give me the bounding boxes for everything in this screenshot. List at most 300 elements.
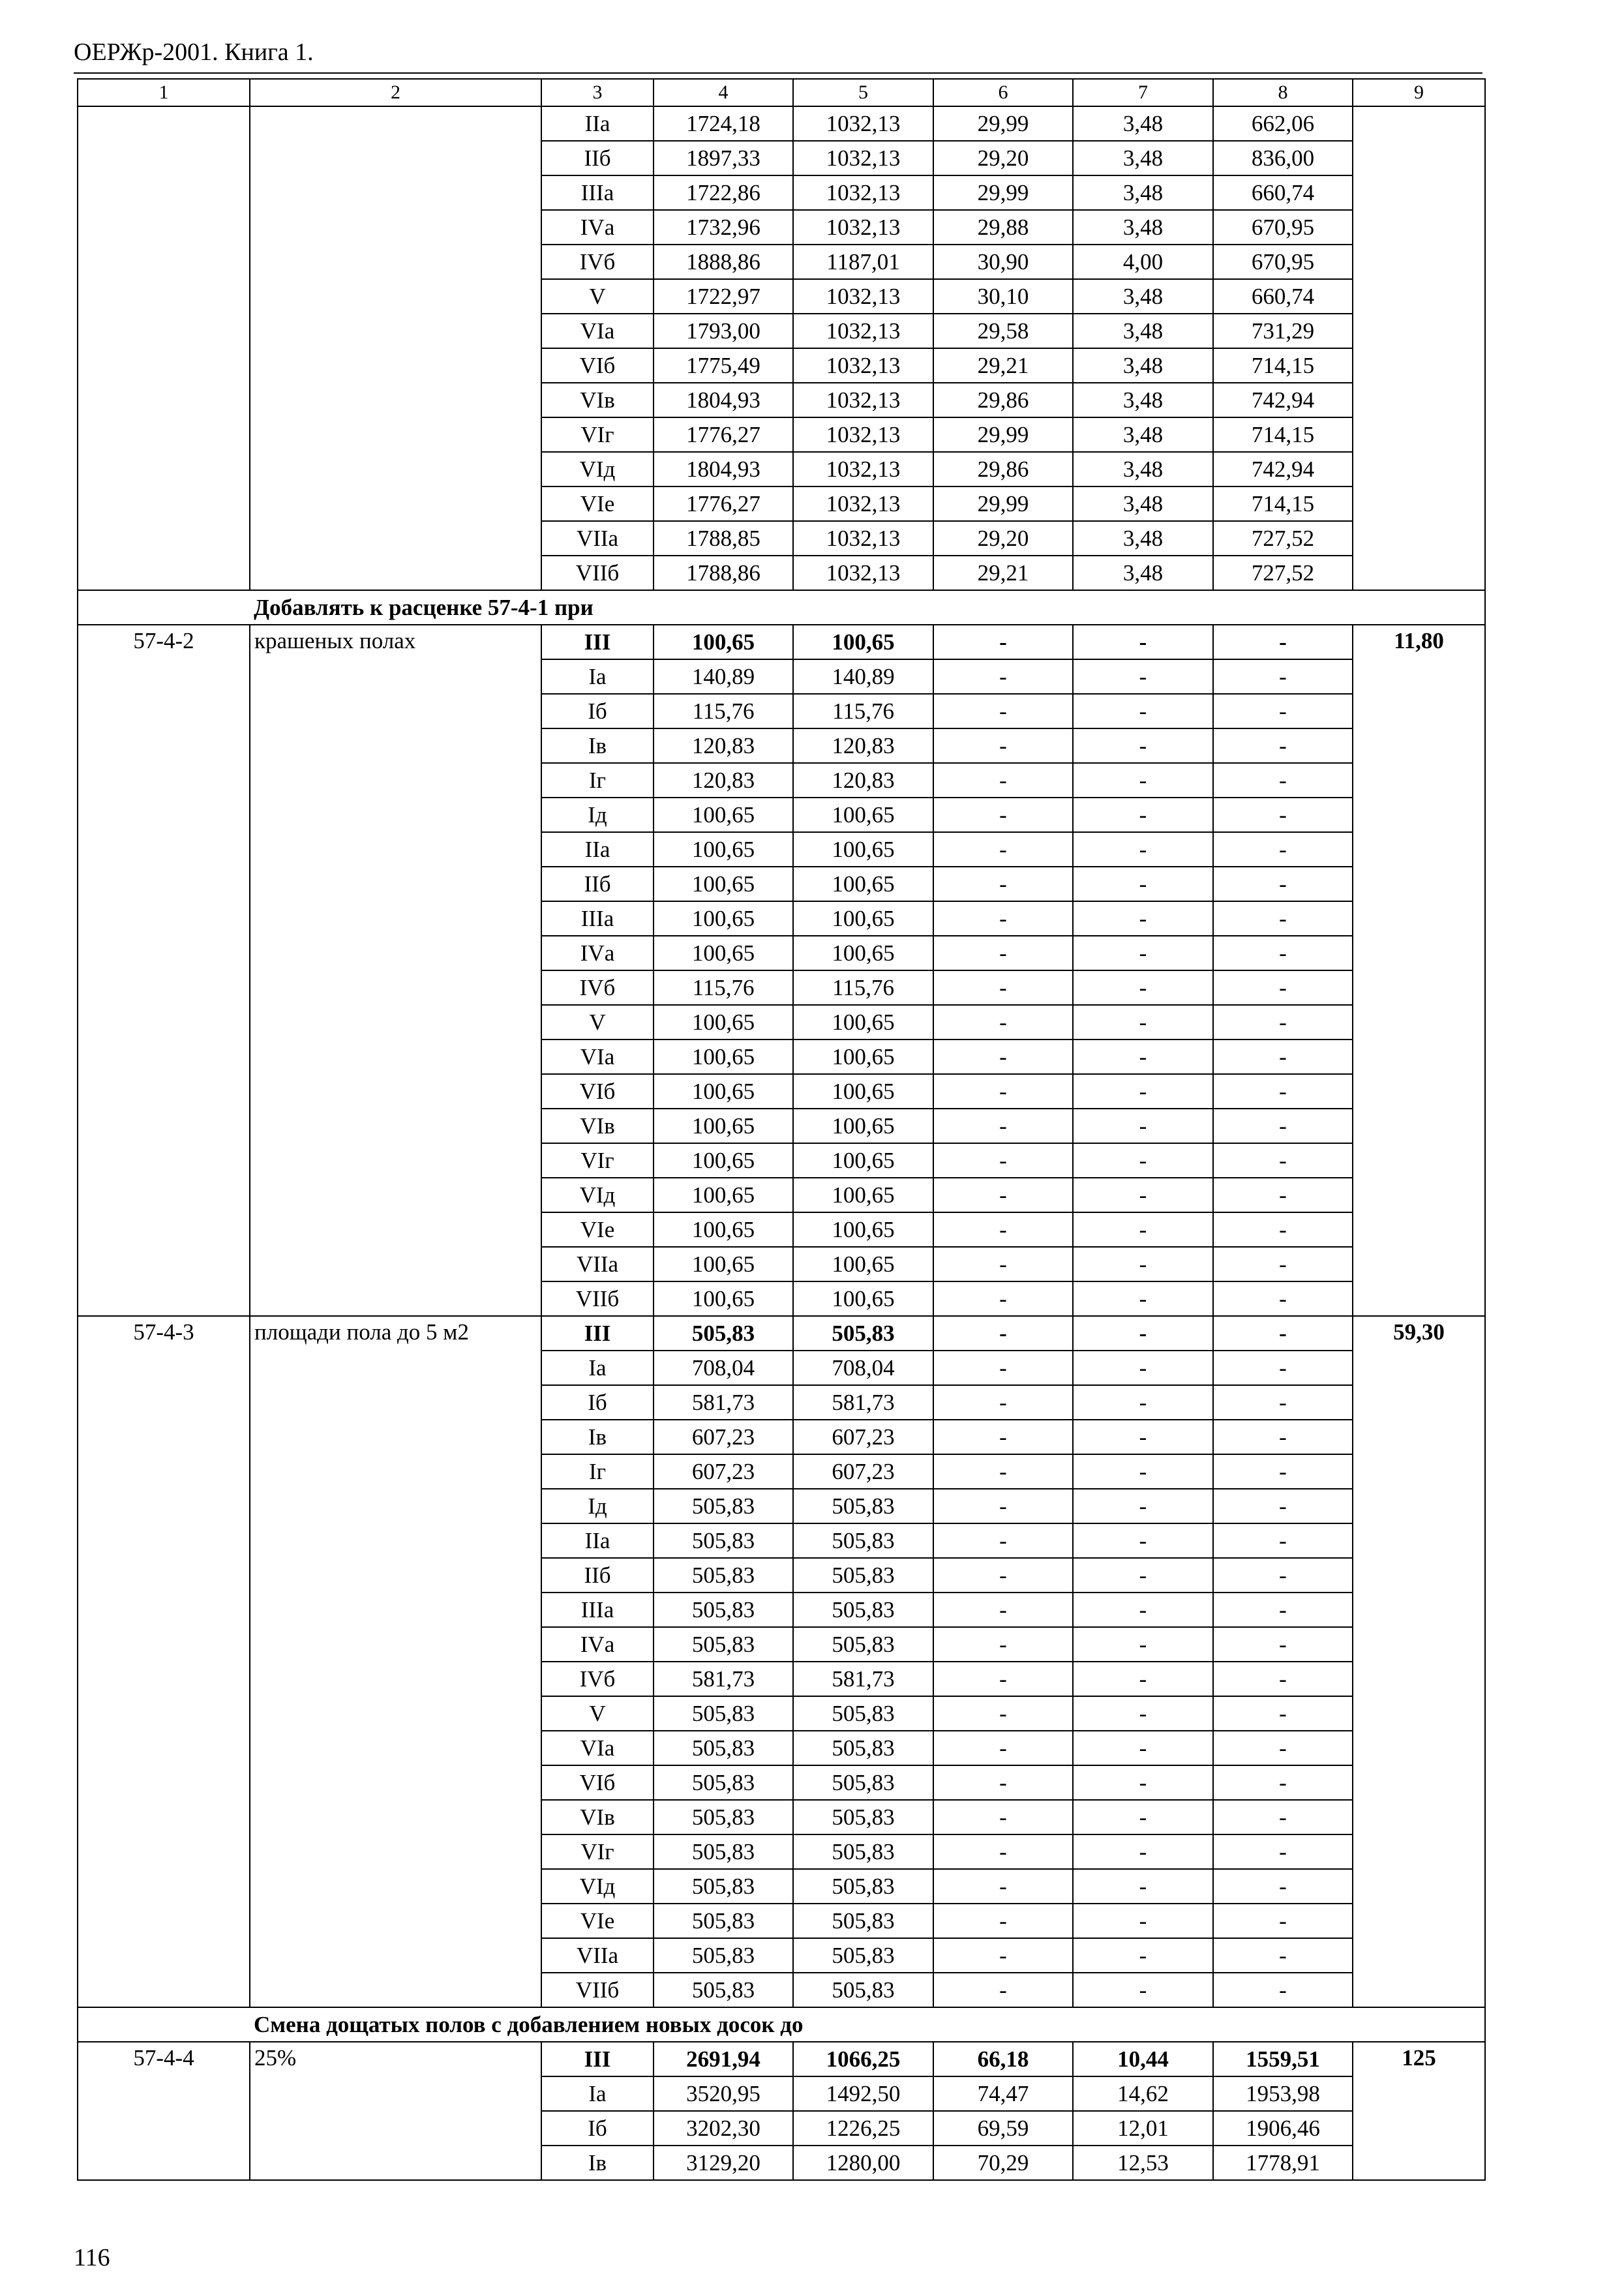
machinist-wage-cell: 3,48 xyxy=(1073,452,1213,486)
materials-cost-cell: 1953,98 xyxy=(1213,2076,1353,2111)
machine-cost-cell: 29,20 xyxy=(933,141,1073,175)
region-cell: Iа xyxy=(541,2076,654,2111)
materials-cost-cell: - xyxy=(1213,1593,1353,1627)
machinist-wage-cell: - xyxy=(1073,1869,1213,1904)
labor-hours-cell: 11,80 xyxy=(1353,625,1485,1316)
machinist-wage-cell: - xyxy=(1073,1765,1213,1800)
materials-cost-cell: 742,94 xyxy=(1213,452,1353,486)
total-cost-cell: 1732,96 xyxy=(654,210,793,245)
total-cost-cell: 100,65 xyxy=(654,1281,793,1316)
machine-cost-cell: - xyxy=(933,1765,1073,1800)
materials-cost-cell: - xyxy=(1213,970,1353,1005)
table-row xyxy=(78,625,1485,659)
machinist-wage-cell: - xyxy=(1073,1731,1213,1765)
total-cost-cell: 100,65 xyxy=(654,1143,793,1178)
labor-cost-cell: 100,65 xyxy=(793,936,933,970)
machinist-wage-cell: 3,48 xyxy=(1073,486,1213,521)
page-header: ОЕРЖр-2001. Книга 1. xyxy=(74,38,314,66)
materials-cost-cell: - xyxy=(1213,1489,1353,1523)
machine-cost-cell: - xyxy=(933,1178,1073,1212)
labor-cost-cell: 505,83 xyxy=(793,1627,933,1662)
labor-cost-cell: 1032,13 xyxy=(793,106,933,141)
labor-cost-cell: 505,83 xyxy=(793,1316,933,1351)
machinist-wage-cell: - xyxy=(1073,1973,1213,2007)
total-cost-cell: 505,83 xyxy=(654,1558,793,1593)
machinist-wage-cell: - xyxy=(1073,1040,1213,1074)
total-cost-cell: 100,65 xyxy=(654,1074,793,1109)
machine-cost-cell: 29,21 xyxy=(933,348,1073,383)
machine-cost-cell: - xyxy=(933,1593,1073,1627)
region-cell: VIа xyxy=(541,314,654,348)
labor-cost-cell: 505,83 xyxy=(793,1731,933,1765)
materials-cost-cell: - xyxy=(1213,1973,1353,2007)
machine-cost-cell: - xyxy=(933,1973,1073,2007)
materials-cost-cell: - xyxy=(1213,728,1353,763)
header-rule xyxy=(74,72,1482,74)
section-heading: Смена дощатых полов с добавлением новых досок до xyxy=(250,2007,1485,2042)
materials-cost-cell: 1778,91 xyxy=(1213,2146,1353,2180)
total-cost-cell: 140,89 xyxy=(654,659,793,694)
total-cost-cell: 1804,93 xyxy=(654,452,793,486)
page-number: 116 xyxy=(74,2244,110,2271)
region-cell: V xyxy=(541,279,654,314)
materials-cost-cell: - xyxy=(1213,763,1353,798)
machinist-wage-cell: - xyxy=(1073,1281,1213,1316)
machine-cost-cell: - xyxy=(933,1454,1073,1489)
total-cost-cell: 3520,95 xyxy=(654,2076,793,2111)
labor-cost-cell: 505,83 xyxy=(793,1973,933,2007)
rates-table xyxy=(77,78,1486,2181)
table-row xyxy=(78,106,1485,141)
machinist-wage-cell: - xyxy=(1073,867,1213,901)
materials-cost-cell: - xyxy=(1213,1212,1353,1247)
materials-cost-cell: - xyxy=(1213,1247,1353,1281)
labor-cost-cell: 100,65 xyxy=(793,1005,933,1040)
materials-cost-cell: - xyxy=(1213,1074,1353,1109)
labor-hours-cell: 125 xyxy=(1353,2042,1485,2180)
labor-cost-cell: 100,65 xyxy=(793,867,933,901)
machine-cost-cell: - xyxy=(933,1558,1073,1593)
machine-cost-cell: - xyxy=(933,1869,1073,1904)
total-cost-cell: 505,83 xyxy=(654,1800,793,1834)
section-spacer xyxy=(78,2007,250,2042)
total-cost-cell: 3202,30 xyxy=(654,2111,793,2146)
region-cell: VIб xyxy=(541,1765,654,1800)
region-cell: VIIа xyxy=(541,521,654,556)
machinist-wage-cell: 10,44 xyxy=(1073,2042,1213,2076)
region-cell: IIб xyxy=(541,867,654,901)
machinist-wage-cell: - xyxy=(1073,1593,1213,1627)
region-cell: IIIа xyxy=(541,901,654,936)
total-cost-cell: 581,73 xyxy=(654,1385,793,1420)
region-cell: VIг xyxy=(541,1143,654,1178)
machine-cost-cell: 66,18 xyxy=(933,2042,1073,2076)
region-cell: Iв xyxy=(541,2146,654,2180)
labor-cost-cell: 505,83 xyxy=(793,1696,933,1731)
total-cost-cell: 100,65 xyxy=(654,832,793,867)
materials-cost-cell: - xyxy=(1213,1627,1353,1662)
materials-cost-cell: 670,95 xyxy=(1213,245,1353,279)
region-cell: Iв xyxy=(541,728,654,763)
materials-cost-cell: 836,00 xyxy=(1213,141,1353,175)
section-spacer xyxy=(78,590,250,625)
materials-cost-cell: - xyxy=(1213,1385,1353,1420)
machinist-wage-cell: - xyxy=(1073,728,1213,763)
column-number: 3 xyxy=(541,79,654,106)
total-cost-cell: 100,65 xyxy=(654,1109,793,1143)
materials-cost-cell: - xyxy=(1213,694,1353,728)
work-name: площади пола до 5 м2 xyxy=(250,1316,541,2007)
total-cost-cell: 1897,33 xyxy=(654,141,793,175)
materials-cost-cell: - xyxy=(1213,1869,1353,1904)
region-cell: VIIб xyxy=(541,556,654,590)
total-cost-cell: 1788,85 xyxy=(654,521,793,556)
machinist-wage-cell: 3,48 xyxy=(1073,556,1213,590)
machinist-wage-cell: - xyxy=(1073,1143,1213,1178)
labor-cost-cell: 115,76 xyxy=(793,970,933,1005)
machinist-wage-cell: 14,62 xyxy=(1073,2076,1213,2111)
machinist-wage-cell: - xyxy=(1073,763,1213,798)
labor-cost-cell: 1032,13 xyxy=(793,279,933,314)
materials-cost-cell: - xyxy=(1213,659,1353,694)
materials-cost-cell: - xyxy=(1213,1040,1353,1074)
column-number: 5 xyxy=(793,79,933,106)
machinist-wage-cell: - xyxy=(1073,1489,1213,1523)
machine-cost-cell: 74,47 xyxy=(933,2076,1073,2111)
region-cell: IIа xyxy=(541,1523,654,1558)
labor-cost-cell: 708,04 xyxy=(793,1351,933,1385)
total-cost-cell: 120,83 xyxy=(654,763,793,798)
machine-cost-cell: - xyxy=(933,1420,1073,1454)
materials-cost-cell: - xyxy=(1213,1696,1353,1731)
labor-cost-cell: 100,65 xyxy=(793,1212,933,1247)
machinist-wage-cell: 3,48 xyxy=(1073,279,1213,314)
materials-cost-cell: - xyxy=(1213,936,1353,970)
machine-cost-cell: - xyxy=(933,1904,1073,1938)
machine-cost-cell: 69,59 xyxy=(933,2111,1073,2146)
machinist-wage-cell: - xyxy=(1073,1074,1213,1109)
machine-cost-cell: 30,90 xyxy=(933,245,1073,279)
machine-cost-cell: - xyxy=(933,1143,1073,1178)
machine-cost-cell: - xyxy=(933,694,1073,728)
total-cost-cell: 581,73 xyxy=(654,1662,793,1696)
total-cost-cell: 1722,86 xyxy=(654,175,793,210)
machinist-wage-cell: - xyxy=(1073,1904,1213,1938)
labor-cost-cell: 607,23 xyxy=(793,1454,933,1489)
machine-cost-cell: 29,21 xyxy=(933,556,1073,590)
materials-cost-cell: - xyxy=(1213,1662,1353,1696)
labor-cost-cell: 505,83 xyxy=(793,1869,933,1904)
column-numbers-row xyxy=(78,79,1485,106)
machine-cost-cell: - xyxy=(933,763,1073,798)
machinist-wage-cell: 3,48 xyxy=(1073,417,1213,452)
labor-cost-cell: 1032,13 xyxy=(793,348,933,383)
machine-cost-cell: - xyxy=(933,832,1073,867)
machine-cost-cell: 29,88 xyxy=(933,210,1073,245)
materials-cost-cell: - xyxy=(1213,1938,1353,1973)
machine-cost-cell: - xyxy=(933,1489,1073,1523)
machine-cost-cell: - xyxy=(933,1351,1073,1385)
region-cell: V xyxy=(541,1005,654,1040)
column-number: 9 xyxy=(1353,79,1485,106)
materials-cost-cell: - xyxy=(1213,901,1353,936)
labor-cost-cell: 1066,25 xyxy=(793,2042,933,2076)
region-cell: VIд xyxy=(541,452,654,486)
rate-code: 57-4-4 xyxy=(78,2042,250,2180)
total-cost-cell: 100,65 xyxy=(654,625,793,659)
machine-cost-cell: - xyxy=(933,1834,1073,1869)
total-cost-cell: 708,04 xyxy=(654,1351,793,1385)
machine-cost-cell: 29,20 xyxy=(933,521,1073,556)
materials-cost-cell: 1906,46 xyxy=(1213,2111,1353,2146)
total-cost-cell: 100,65 xyxy=(654,1040,793,1074)
region-cell: VIе xyxy=(541,486,654,521)
region-cell: VIIб xyxy=(541,1281,654,1316)
labor-cost-cell: 120,83 xyxy=(793,763,933,798)
total-cost-cell: 1775,49 xyxy=(654,348,793,383)
total-cost-cell: 100,65 xyxy=(654,1247,793,1281)
region-cell: IIIа xyxy=(541,175,654,210)
machinist-wage-cell: 3,48 xyxy=(1073,141,1213,175)
labor-cost-cell: 505,83 xyxy=(793,1593,933,1627)
materials-cost-cell: 714,15 xyxy=(1213,486,1353,521)
total-cost-cell: 505,83 xyxy=(654,1523,793,1558)
region-cell: VIб xyxy=(541,1074,654,1109)
machinist-wage-cell: - xyxy=(1073,1834,1213,1869)
labor-cost-cell: 100,65 xyxy=(793,832,933,867)
machine-cost-cell: - xyxy=(933,1316,1073,1351)
materials-cost-cell: - xyxy=(1213,1178,1353,1212)
labor-cost-cell: 1280,00 xyxy=(793,2146,933,2180)
machine-cost-cell: - xyxy=(933,1938,1073,1973)
column-number: 1 xyxy=(78,79,250,106)
materials-cost-cell: - xyxy=(1213,798,1353,832)
region-cell: VIб xyxy=(541,348,654,383)
machine-cost-cell: - xyxy=(933,1523,1073,1558)
machinist-wage-cell: - xyxy=(1073,1662,1213,1696)
rate-code: 57-4-2 xyxy=(78,625,250,1316)
region-cell: Iд xyxy=(541,798,654,832)
labor-cost-cell: 505,83 xyxy=(793,1800,933,1834)
labor-cost-cell: 100,65 xyxy=(793,1143,933,1178)
region-cell: Iг xyxy=(541,763,654,798)
machine-cost-cell: - xyxy=(933,970,1073,1005)
materials-cost-cell: - xyxy=(1213,1316,1353,1351)
section-heading-row xyxy=(78,2007,1485,2042)
region-cell: III xyxy=(541,2042,654,2076)
materials-cost-cell: 742,94 xyxy=(1213,383,1353,417)
region-cell: Iа xyxy=(541,1351,654,1385)
labor-cost-cell: 120,83 xyxy=(793,728,933,763)
machine-cost-cell: - xyxy=(933,1281,1073,1316)
labor-cost-cell: 505,83 xyxy=(793,1489,933,1523)
labor-cost-cell: 1032,13 xyxy=(793,314,933,348)
region-cell: IIIа xyxy=(541,1593,654,1627)
region-cell: V xyxy=(541,1696,654,1731)
total-cost-cell: 115,76 xyxy=(654,694,793,728)
column-number: 4 xyxy=(654,79,793,106)
section-heading-row xyxy=(78,590,1485,625)
materials-cost-cell: 660,74 xyxy=(1213,279,1353,314)
machine-cost-cell: 29,99 xyxy=(933,175,1073,210)
region-cell: Iв xyxy=(541,1420,654,1454)
labor-cost-cell: 1032,13 xyxy=(793,175,933,210)
region-cell: IVа xyxy=(541,1627,654,1662)
table-row xyxy=(78,2042,1485,2076)
labor-cost-cell: 100,65 xyxy=(793,1281,933,1316)
materials-cost-cell: 1559,51 xyxy=(1213,2042,1353,2076)
region-cell: III xyxy=(541,1316,654,1351)
region-cell: VIе xyxy=(541,1904,654,1938)
labor-cost-cell: 140,89 xyxy=(793,659,933,694)
machine-cost-cell: 30,10 xyxy=(933,279,1073,314)
region-cell: VIе xyxy=(541,1212,654,1247)
machinist-wage-cell: - xyxy=(1073,625,1213,659)
total-cost-cell: 115,76 xyxy=(654,970,793,1005)
machinist-wage-cell: - xyxy=(1073,1454,1213,1489)
region-cell: IIб xyxy=(541,141,654,175)
machinist-wage-cell: - xyxy=(1073,1938,1213,1973)
region-cell: VIIб xyxy=(541,1973,654,2007)
machinist-wage-cell: - xyxy=(1073,1627,1213,1662)
machinist-wage-cell: 12,53 xyxy=(1073,2146,1213,2180)
machine-cost-cell: 29,58 xyxy=(933,314,1073,348)
labor-cost-cell: 100,65 xyxy=(793,901,933,936)
machine-cost-cell: - xyxy=(933,659,1073,694)
total-cost-cell: 120,83 xyxy=(654,728,793,763)
machine-cost-cell: - xyxy=(933,625,1073,659)
total-cost-cell: 505,83 xyxy=(654,1765,793,1800)
machinist-wage-cell: - xyxy=(1073,1558,1213,1593)
column-number: 6 xyxy=(933,79,1073,106)
total-cost-cell: 505,83 xyxy=(654,1869,793,1904)
total-cost-cell: 1888,86 xyxy=(654,245,793,279)
machinist-wage-cell: - xyxy=(1073,1420,1213,1454)
total-cost-cell: 1788,86 xyxy=(654,556,793,590)
col9-cell xyxy=(1353,106,1485,590)
machinist-wage-cell: - xyxy=(1073,1523,1213,1558)
total-cost-cell: 1804,93 xyxy=(654,383,793,417)
total-cost-cell: 100,65 xyxy=(654,1178,793,1212)
labor-cost-cell: 1032,13 xyxy=(793,556,933,590)
total-cost-cell: 505,83 xyxy=(654,1938,793,1973)
machine-cost-cell: - xyxy=(933,1212,1073,1247)
labor-cost-cell: 100,65 xyxy=(793,625,933,659)
materials-cost-cell: - xyxy=(1213,1005,1353,1040)
total-cost-cell: 607,23 xyxy=(654,1420,793,1454)
name-cell xyxy=(250,106,541,590)
region-cell: IIа xyxy=(541,832,654,867)
machine-cost-cell: - xyxy=(933,936,1073,970)
total-cost-cell: 100,65 xyxy=(654,936,793,970)
region-cell: VIIа xyxy=(541,1938,654,1973)
region-cell: IVб xyxy=(541,245,654,279)
total-cost-cell: 100,65 xyxy=(654,867,793,901)
materials-cost-cell: 660,74 xyxy=(1213,175,1353,210)
materials-cost-cell: - xyxy=(1213,1904,1353,1938)
machine-cost-cell: 70,29 xyxy=(933,2146,1073,2180)
labor-cost-cell: 115,76 xyxy=(793,694,933,728)
region-cell: VIг xyxy=(541,1834,654,1869)
labor-cost-cell: 581,73 xyxy=(793,1662,933,1696)
labor-cost-cell: 581,73 xyxy=(793,1385,933,1420)
rate-code: 57-4-3 xyxy=(78,1316,250,2007)
machine-cost-cell: 29,99 xyxy=(933,417,1073,452)
total-cost-cell: 505,83 xyxy=(654,1489,793,1523)
code-cell xyxy=(78,106,250,590)
labor-cost-cell: 100,65 xyxy=(793,1178,933,1212)
region-cell: VIв xyxy=(541,1800,654,1834)
region-cell: IVб xyxy=(541,970,654,1005)
machinist-wage-cell: - xyxy=(1073,798,1213,832)
region-cell: IVа xyxy=(541,936,654,970)
machine-cost-cell: - xyxy=(933,1005,1073,1040)
machine-cost-cell: - xyxy=(933,1074,1073,1109)
column-number: 2 xyxy=(250,79,541,106)
materials-cost-cell: - xyxy=(1213,1558,1353,1593)
materials-cost-cell: - xyxy=(1213,1834,1353,1869)
machinist-wage-cell: - xyxy=(1073,1247,1213,1281)
machinist-wage-cell: - xyxy=(1073,1109,1213,1143)
region-cell: VIв xyxy=(541,383,654,417)
region-cell: VIд xyxy=(541,1178,654,1212)
labor-cost-cell: 1032,13 xyxy=(793,141,933,175)
machine-cost-cell: 29,86 xyxy=(933,383,1073,417)
materials-cost-cell: 731,29 xyxy=(1213,314,1353,348)
machinist-wage-cell: 3,48 xyxy=(1073,348,1213,383)
labor-cost-cell: 1032,13 xyxy=(793,383,933,417)
machinist-wage-cell: - xyxy=(1073,1800,1213,1834)
column-number: 8 xyxy=(1213,79,1353,106)
total-cost-cell: 505,83 xyxy=(654,1731,793,1765)
machinist-wage-cell: - xyxy=(1073,1212,1213,1247)
machine-cost-cell: - xyxy=(933,1662,1073,1696)
labor-cost-cell: 505,83 xyxy=(793,1765,933,1800)
machinist-wage-cell: 3,48 xyxy=(1073,175,1213,210)
total-cost-cell: 1776,27 xyxy=(654,417,793,452)
machinist-wage-cell: 3,48 xyxy=(1073,314,1213,348)
machinist-wage-cell: - xyxy=(1073,1005,1213,1040)
materials-cost-cell: 670,95 xyxy=(1213,210,1353,245)
materials-cost-cell: 662,06 xyxy=(1213,106,1353,141)
machine-cost-cell: - xyxy=(933,1385,1073,1420)
region-cell: VIа xyxy=(541,1040,654,1074)
region-cell: IIб xyxy=(541,1558,654,1593)
region-cell: Iг xyxy=(541,1454,654,1489)
machine-cost-cell: - xyxy=(933,1040,1073,1074)
labor-cost-cell: 100,65 xyxy=(793,1247,933,1281)
machinist-wage-cell: 3,48 xyxy=(1073,210,1213,245)
materials-cost-cell: - xyxy=(1213,1109,1353,1143)
labor-cost-cell: 1032,13 xyxy=(793,417,933,452)
machine-cost-cell: - xyxy=(933,901,1073,936)
machine-cost-cell: - xyxy=(933,1696,1073,1731)
total-cost-cell: 505,83 xyxy=(654,1593,793,1627)
labor-cost-cell: 1032,13 xyxy=(793,210,933,245)
region-cell: Iб xyxy=(541,694,654,728)
machine-cost-cell: - xyxy=(933,1731,1073,1765)
labor-cost-cell: 1032,13 xyxy=(793,486,933,521)
machine-cost-cell: - xyxy=(933,867,1073,901)
materials-cost-cell: - xyxy=(1213,1765,1353,1800)
total-cost-cell: 505,83 xyxy=(654,1696,793,1731)
machinist-wage-cell: - xyxy=(1073,936,1213,970)
region-cell: Iа xyxy=(541,659,654,694)
table-row xyxy=(78,1316,1485,1351)
machine-cost-cell: 29,99 xyxy=(933,486,1073,521)
region-cell: VIг xyxy=(541,417,654,452)
work-name: крашеных полах xyxy=(250,625,541,1316)
